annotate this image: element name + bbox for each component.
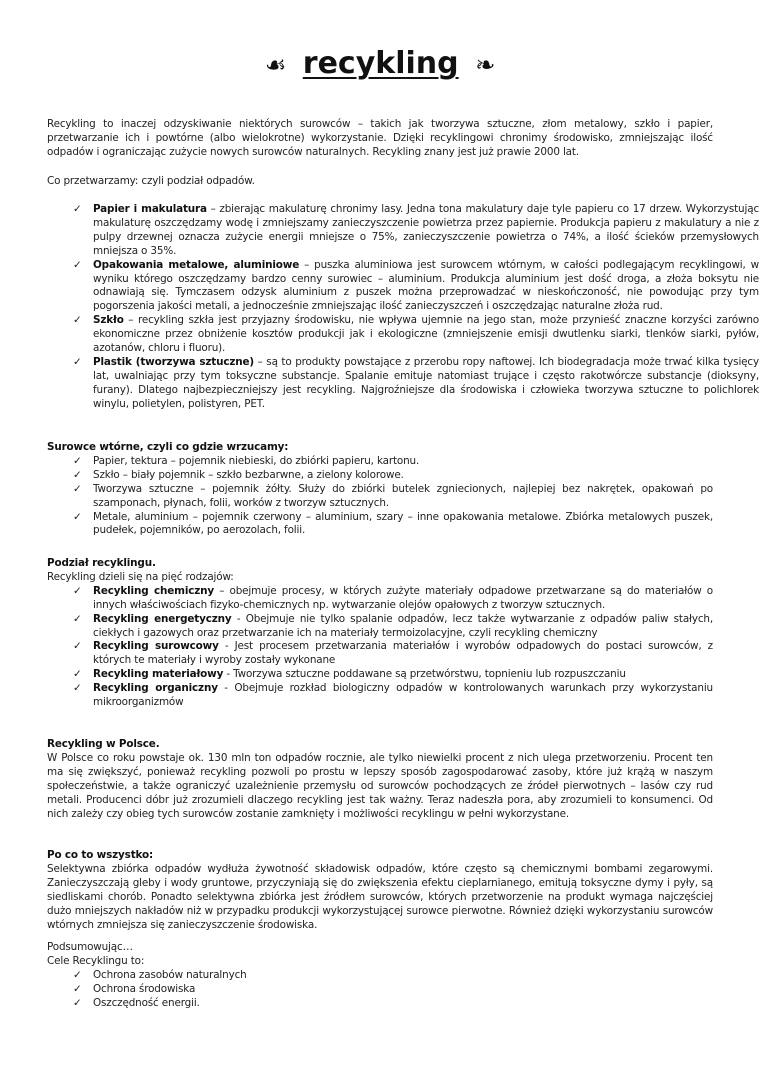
processing-lead: Co przetwarzamy: czyli podział odpadów. [47,175,255,187]
section-heading: Recykling w Polsce. [47,738,160,750]
check-icon: ✓ [73,355,82,368]
item-text: Metale, aluminium – pojemnik czerwony – aluminium, szary – inne opakowania metalowe. Zbiórka metalowych puszek, pudełek, pojemników, po aerozolach, folii. [93,510,713,537]
check-icon: ✓ [73,584,82,597]
item-text: – są to produkty powstające z przerobu ropy naftowej. Ich biodegradacja może trwać kilka tysięcy lat, uwalniając przy tym toksyczne substancje. Spalanie emituje natomiast trujące i często rakotwórcze substancje (dioksyny, furany). Dlatego najbezpieczniejszy jest recykling. Najgroźniejsze dla środowiska i człowieka tworzywa sztuczne to polichlorek winylu, polietylen, polistyren, PET. [93,355,759,410]
list-item [73,510,713,539]
types-list [47,585,713,710]
types-section [47,557,713,710]
item-term: Opakowania metalowe, aluminiowe [93,258,300,271]
summary-lead: Podsumowując… [47,941,133,953]
list-item [73,468,713,483]
item-term: Recykling organiczny [93,682,218,695]
poland-paragraph: W Polsce co roku powstaje ok. 130 mln ton odpadów rocznie, ale tylko niewielki procent z nich ulega przetworzeniu. Procent ten ma się zwiększyć, ponieważ recykling pozwoli po prostu w lepszy sposób zagospodarować zasoby, które już krążą w naszym społeczeństwie, a także ograniczyć uzależnienie przemysłu od surowców pochodzących ze źródeł pierwotnych – lasów czy rud metali. Producenci dóbr już zrozumieli dlaczego recykling jest tak ważny. Teraz nadeszła pora, aby zrozumieli to konsumenci. Od nich zależy czy obieg tych surowców zostanie zamknięty i możliwości recyklingu w pełni wykorzystane. [47,751,713,820]
item-text: Ochrona środowiska [93,982,196,995]
list-item [73,996,713,1011]
check-icon: ✓ [73,682,82,695]
item-term: Recykling materiałowy [93,668,224,681]
secondary-list [47,455,713,538]
section-heading: Podział recyklingu. [47,557,156,569]
document-body [47,0,760,1075]
why-section [47,849,713,932]
item-text: - Jest procesem przetwarzania materiałów i wyrobów odpadowych do postaci surowców, z których te materiały i wyroby zostały wykonane [93,640,713,667]
secondary-section [47,441,713,538]
item-term: Recykling chemiczny [93,584,215,597]
item-term: Plastik (tworzywa sztuczne) [93,355,254,368]
list-item [73,258,760,315]
item-text: Szkło – biały pojemnik – szkło bezbarwne, a zielony kolorowe. [93,468,404,481]
check-icon: ✓ [73,482,82,495]
list-item [73,682,713,710]
list-item [73,640,713,668]
check-icon: ✓ [73,454,82,467]
item-term: Recykling energetyczny [93,612,232,625]
types-lead: Recykling dzieli się na pięć rodzajów: [47,570,234,583]
item-term: Recykling surowcowy [93,640,219,653]
check-icon: ✓ [73,640,82,653]
left-ornament-icon: ☙ [264,51,287,79]
check-icon: ✓ [73,468,82,481]
item-text: - Obejmuje rozkład biologiczny odpadów w kontrolowanych warunkach przy wykorzystaniu mikroorganizmów [93,682,713,709]
check-icon: ✓ [73,982,82,995]
item-text: – zbierając makulaturę chronimy lasy. Jedna tona makulatury daje tyle papieru co 17 drzew. Wykorzystując makulaturę oszczędzamy wodę i zmniejszamy zanieczyszczenie powietrza przez papiernie. Produkcja papieru z makulatury a nie z pulpy drzewnej oznacza zużycie energii mniejsze o 75%, zanieczyszczenie powietrza o 74%, a ilość ścieków przemysłowych mniejsza o 35%. [93,203,760,257]
check-icon: ✓ [73,996,82,1009]
list-item [73,482,713,511]
processing-list [47,203,759,412]
list-item [73,982,713,997]
check-icon: ✓ [73,612,82,625]
item-text: Oszczędność energii. [93,996,200,1009]
list-item [73,584,713,613]
list-item [73,355,759,412]
summary-goals-lead: Cele Recyklingu to: [47,954,145,967]
section-heading: Surowce wtórne, czyli co gdzie wrzucamy: [47,441,289,453]
item-text: Ochrona zasobów naturalnych [93,968,247,981]
list-item [73,612,714,641]
check-icon: ✓ [73,258,82,271]
item-text: - Obejmuje nie tylko spalanie odpadów, lecz także wytwarzanie z odpadów paliw stałych, ciekłych i gazowych oraz przetwarzanie ich na materiały termoizolacyjne, czyli recykling chemiczny [93,612,714,639]
item-text: - Tworzywa sztuczne poddawane są przetwórstwu, topnieniu lub rozpuszczaniu [223,668,626,681]
check-icon: ✓ [73,203,82,215]
list-item [73,968,713,983]
item-text: – puszka aluminiowa jest surowcem wtórnym, w całości podlegającym recyklingowi, w wyniku którego oszczędzamy bardzo cenny surowiec – aluminium. Produkcja aluminium jest dość droga, a złoża boksytu nie odnawiają się. Tymczasem odzysk aluminium z puszek można przeprowadzać w nieskończoność, nie powodując przy tym pogorszenia jakości metali, a jednocześnie zmniejszając ilość zanieczyszczeń i oszczędzając naturalne złoża rud. [93,258,760,313]
poland-section [47,738,713,821]
item-text: – obejmuje procesy, w których zużyte materiały odpadowe przetwarzane są do materiałów o innych właściwościach fizyko-chemicznych np. wytwarzanie olejów opałowych z tworzyw sztucznych. [93,584,713,611]
check-icon: ✓ [73,668,82,681]
intro-paragraph: Recykling to inaczej odzyskiwanie niektórych surowców – takich jak tworzywa sztuczne, złom metalowy, szkło i papier, przetwarzanie ich i powtórne (albo wielokrotne) wykorzystanie. Dzięki recyklingowi chronimy środowisko, zmniejszając ilość odpadów i ograniczając zużycie nowych surowców naturalnych. Recykling znany jest już prawie 2000 lat. [47,118,713,158]
title-text: recykling [302,46,459,81]
check-icon: ✓ [73,510,82,523]
summary-list [47,969,713,1011]
item-text: Tworzywa sztuczne – pojemnik żółty. Służy do zbiórki butelek zgniecionych, najlepiej bez nakrętek, opakowań po szamponach, płynach, folii, worków z tworzyw sztucznych. [93,482,713,509]
item-term: Szkło [93,314,124,327]
right-ornament-icon: ❧ [475,51,496,79]
list-item [73,203,760,259]
item-term: Papier i makulatura [93,203,207,215]
check-icon: ✓ [73,314,82,327]
section-heading: Po co to wszystko: [47,849,153,861]
why-paragraph: Selektywna zbiórka odpadów wydłuża żywotność składowisk odpadów, które często są chemicznymi bombami zegarowymi. Zanieczyszczają gleby i wody gruntowe, przyczyniają się do zwiększenia efektu cieplarnianego, emitują toksyczne dymy i pyły, są siedliskami chorób. Ponadto selektywna zbiórka jest źródłem surowców, których przetworzenie na produkt wymaga najczęściej dużo mniejszych nakładów niż w przypadku produkcji wykorzystującej surowce pierwotne. Również dzięki wykorzystaniu surowców wtórnych zmniejsza się zanieczyszczenie środowiska. [47,862,713,931]
check-icon: ✓ [73,968,82,981]
list-item [73,314,759,356]
list-item [73,668,713,682]
item-text: – recykling szkła jest przyjazny środowisku, nie wpływa ujemnie na jego stan, może przynieść znaczne korzyści zarówno ekonomiczne przez obniżenie kosztów produkcji jak i ekologiczne (zmniejszenie emisji dwutlenku siarki, tlenków siarki, pyłów, azotanów, chloru i fluoru). [93,314,759,355]
item-text: Papier, tektura – pojemnik niebieski, do zbiórki papieru, kartonu. [93,454,420,467]
list-item [73,454,713,469]
summary-section [47,941,713,1011]
